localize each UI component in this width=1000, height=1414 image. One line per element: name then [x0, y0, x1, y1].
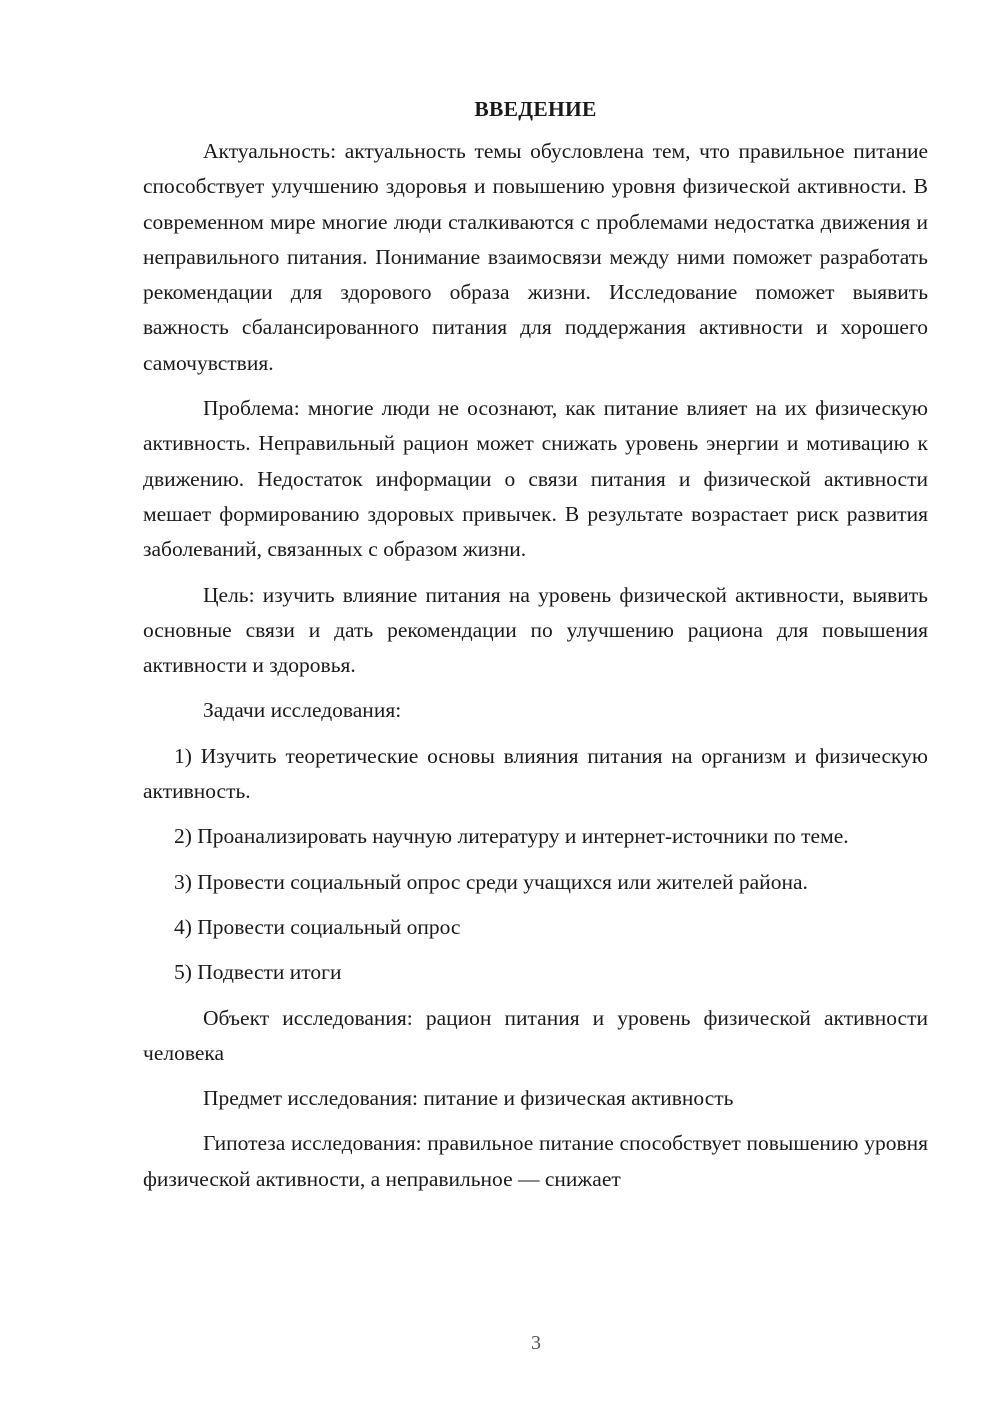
tasks-title: Задачи исследования:	[203, 698, 402, 723]
relevance-paragraph: Актуальность: актуальность темы обусловлена тем, что правильное питание способствует улучшению здоровья и повышению уровня физической активности. В современном мире многие люди сталкиваются с проблемами недостатка движения и неправильного питания. Понимание взаимосвязи между ними поможет разработать рекомендации для здорового образа жизни. Исследование поможет выявить важность сбалансированного питания для поддержания активности и хорошего самочувствия.	[143, 139, 928, 375]
subject-paragraph: Предмет исследования: питание и физическая активность	[203, 1086, 734, 1111]
document-page	[143, 92, 928, 1207]
object-paragraph: Объект исследования: рацион питания и уровень физической активности человека	[143, 1005, 928, 1065]
task-item-5: 5) Подвести итоги	[174, 960, 342, 985]
task-item-3: 3) Провести социальный опрос среди учащихся или жителей района.	[174, 869, 808, 894]
problem-paragraph: Проблема: многие люди не осознают, как питание влияет на их физическую активность. Неправильный рацион может снижать уровень энергии и мотивацию к движению. Недостаток информации о связи питания и физической активности мешает формированию здоровых привычек. В результате возрастает риск развития заболеваний, связанных с образом жизни.	[143, 396, 928, 562]
task-item-4: 4) Провести социальный опрос	[174, 914, 461, 939]
task-item-1: 1) Изучить теоретические основы влияния питания на организм и физическую активность.	[143, 743, 928, 804]
hypothesis-paragraph: Гипотеза исследования: правильное питание способствует повышению уровня физической активности, а неправильное — снижает	[143, 1131, 928, 1191]
task-item-2: 2) Проанализировать научную литературу и интернет-источники по теме.	[174, 824, 849, 849]
page-number: 3	[531, 1332, 541, 1354]
section-heading: ВВЕДЕНИЕ	[474, 97, 597, 121]
goal-paragraph: Цель: изучить влияние питания на уровень физической активности, выявить основные связи и дать рекомендации по улучшению рациона для повышения активности и здоровья.	[143, 582, 928, 678]
